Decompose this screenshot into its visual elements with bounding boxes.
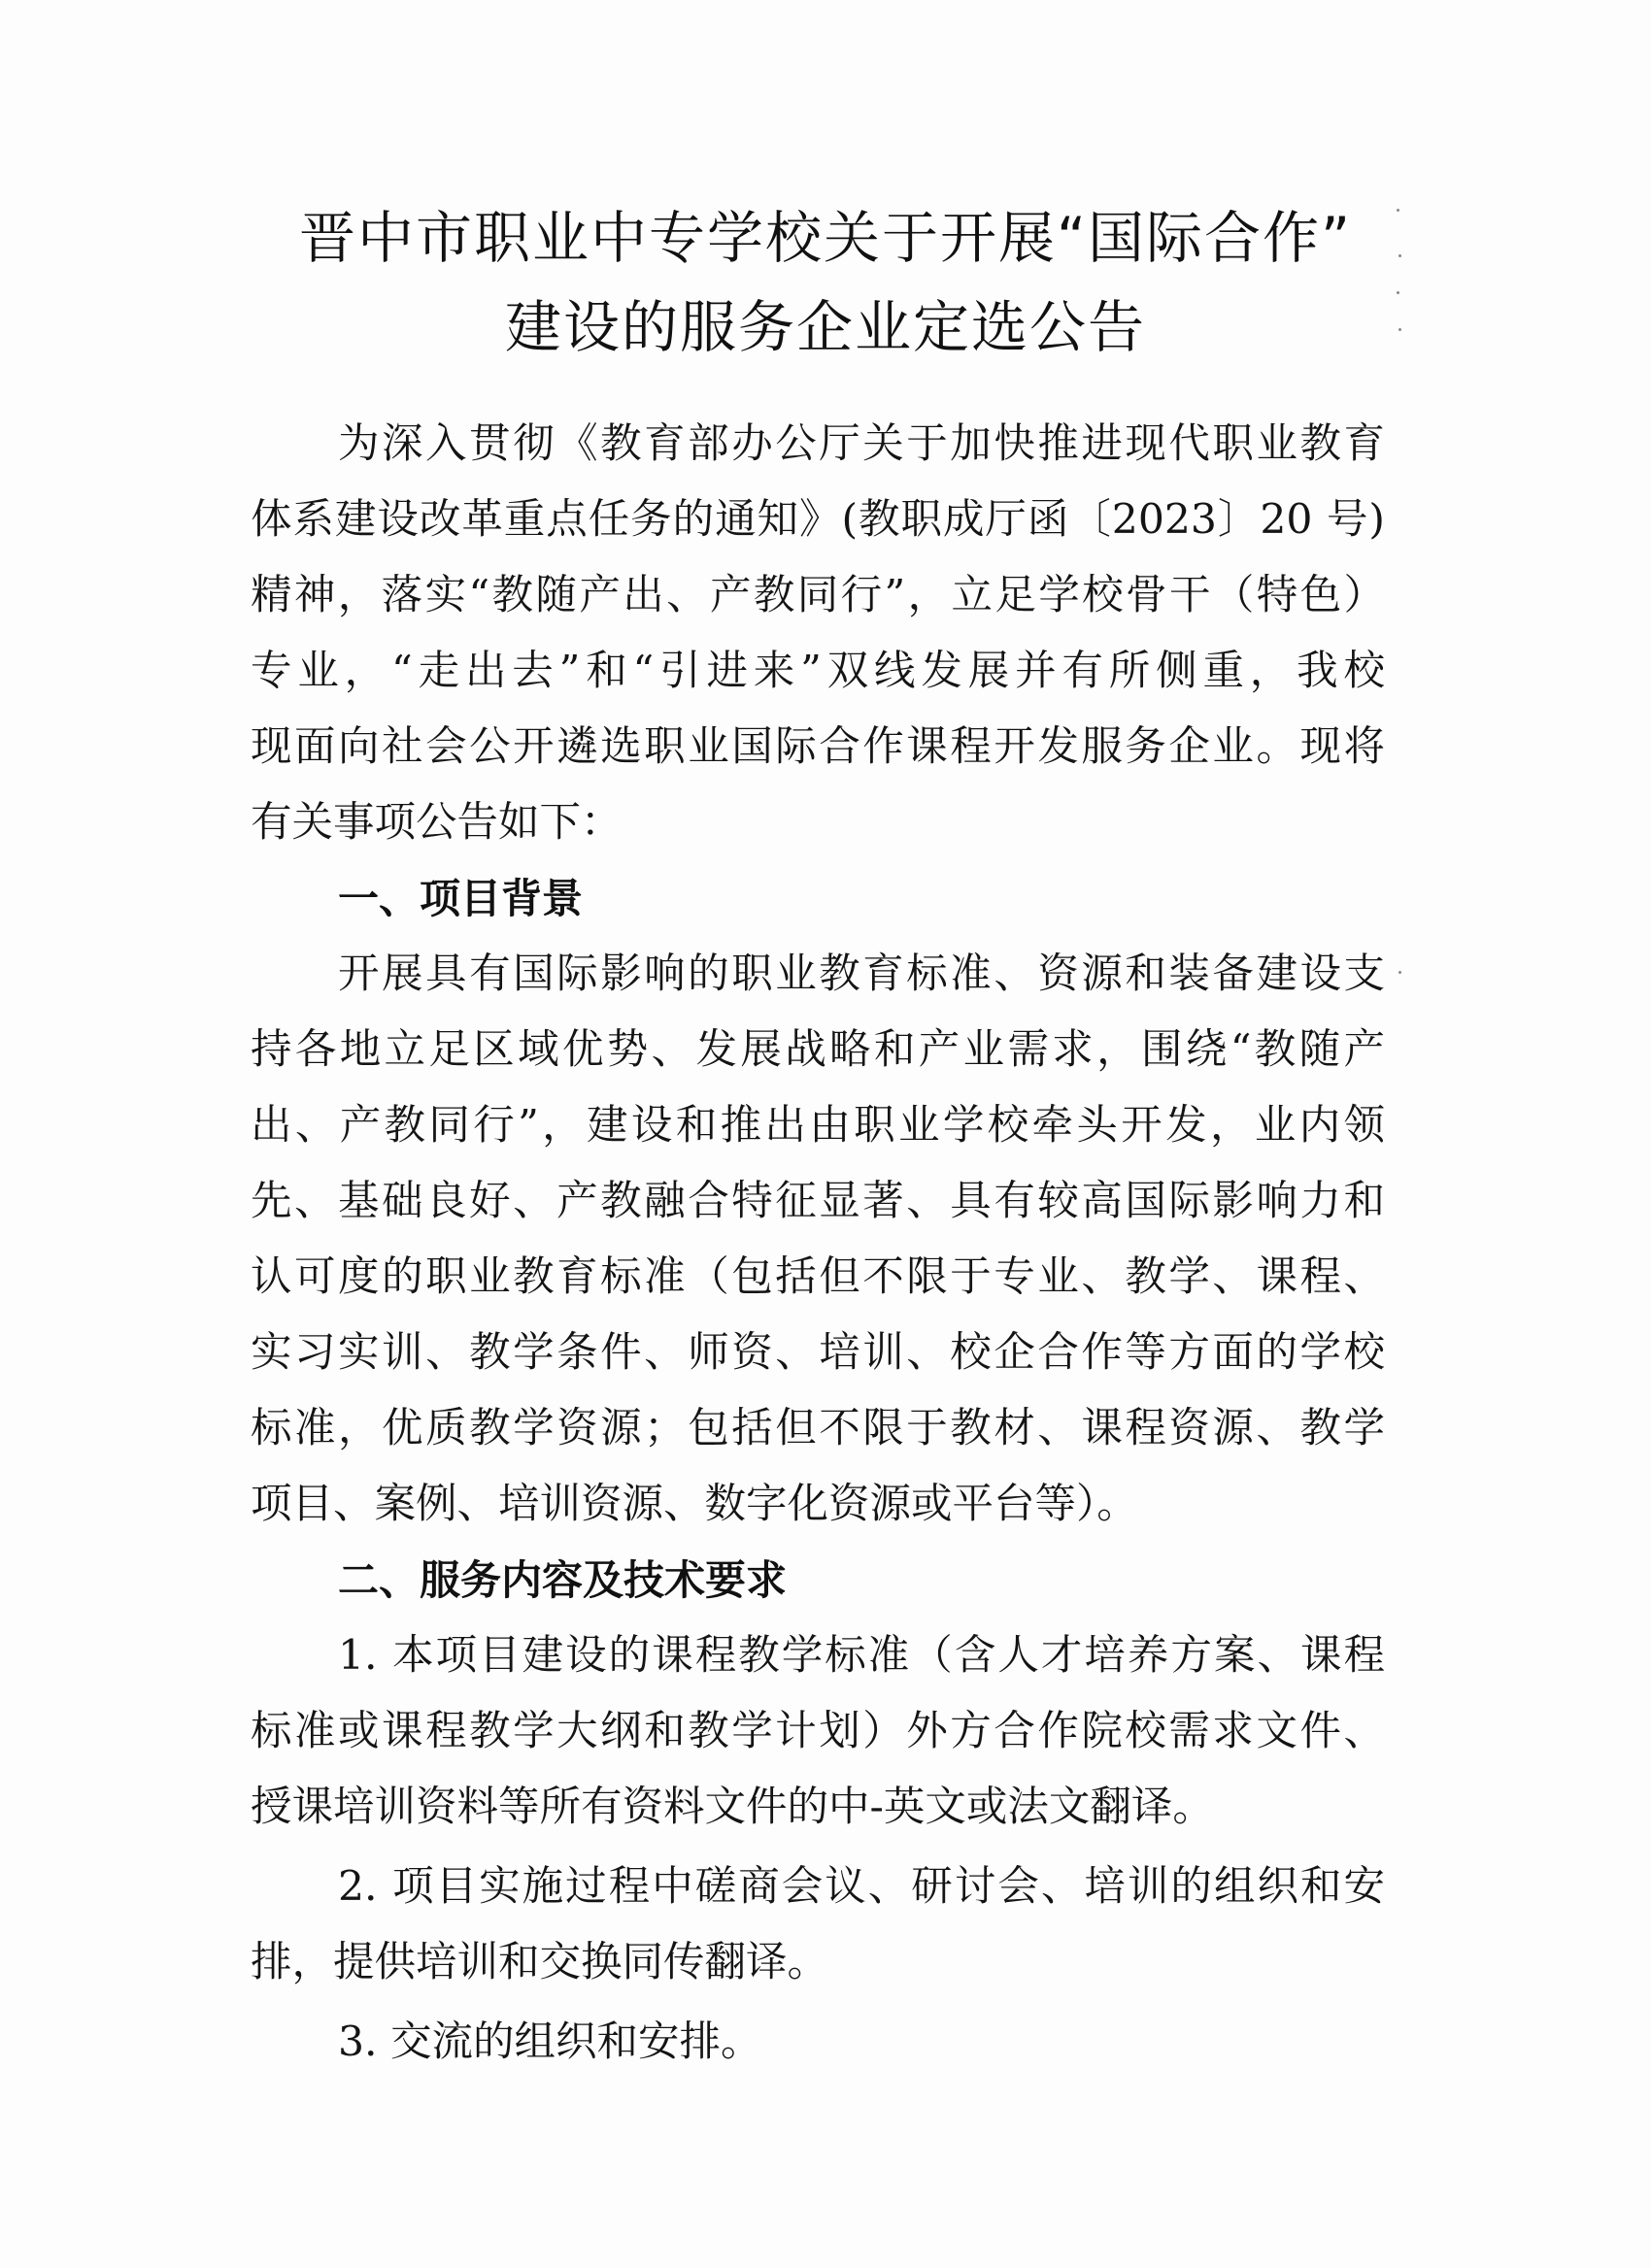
section1-line: 开展具有国际影响的职业教育标准、资源和装备建设支 [338, 951, 1385, 998]
item2-line: 排，提供培训和交换同传翻译。 [251, 1939, 829, 1986]
scan-speck [1398, 254, 1401, 257]
scan-speck [1398, 328, 1401, 331]
section1-line: 认可度的职业教育标准（包括但不限于专业、教学、课程、 [251, 1253, 1385, 1301]
section-heading-background: 一、项目背景 [338, 875, 584, 922]
intro-line: 体系建设改革重点任务的通知》(教职成厅函〔2023〕20 号) [251, 496, 1385, 544]
title-line-1: 晋中市职业中专学校关于开展“国际合作” [298, 205, 1353, 271]
item1-line: 标准或课程教学大纲和教学计划）外方合作院校需求文件、 [251, 1708, 1385, 1755]
intro-line: 有关事项公告如下： [251, 799, 623, 847]
item1-line: 1. 本项目建设的课程教学标准（含人才培养方案、课程 [338, 1632, 1385, 1680]
section1-line: 标准，优质教学资源；包括但不限于教材、课程资源、教学 [251, 1405, 1385, 1452]
title-line-2: 建设的服务企业定选公告 [504, 294, 1146, 360]
section1-line: 先、基础良好、产教融合特征显著、具有较高国际影响力和 [251, 1178, 1385, 1225]
section-heading-services: 二、服务内容及技术要求 [338, 1556, 788, 1604]
intro-line: 专业，“走出去”和“引进来”双线发展并有所侧重，我校 [251, 648, 1385, 695]
section1-line: 实习实训、教学条件、师资、培训、校企合作等方面的学校 [251, 1329, 1385, 1377]
scan-speck [1397, 291, 1399, 294]
section1-line: 项目、案例、培训资源、数字化资源或平台等）。 [251, 1481, 1138, 1528]
section1-line: 出、产教同行”，建设和推出由职业学校牵头开发，业内领 [251, 1102, 1385, 1150]
item1-line: 授课培训资料等所有资料文件的中-英文或法文翻译。 [251, 1784, 1214, 1831]
section1-line: 持各地立足区域优势、发展战略和产业需求，围绕“教随产 [251, 1026, 1385, 1074]
item3-line: 3. 交流的组织和安排。 [338, 2018, 762, 2066]
intro-line: 为深入贯彻《教育部办公厅关于加快推进现代职业教育 [338, 420, 1385, 468]
scan-speck [1397, 209, 1399, 212]
item2-line: 2. 项目实施过程中磋商会议、研讨会、培训的组织和安 [338, 1863, 1385, 1911]
intro-line: 精神，落实“教随产出、产教同行”，立足学校骨干（特色） [251, 572, 1385, 619]
intro-line: 现面向社会公开遴选职业国际合作课程开发服务企业。现将 [251, 723, 1385, 771]
scan-speck [1398, 971, 1401, 974]
